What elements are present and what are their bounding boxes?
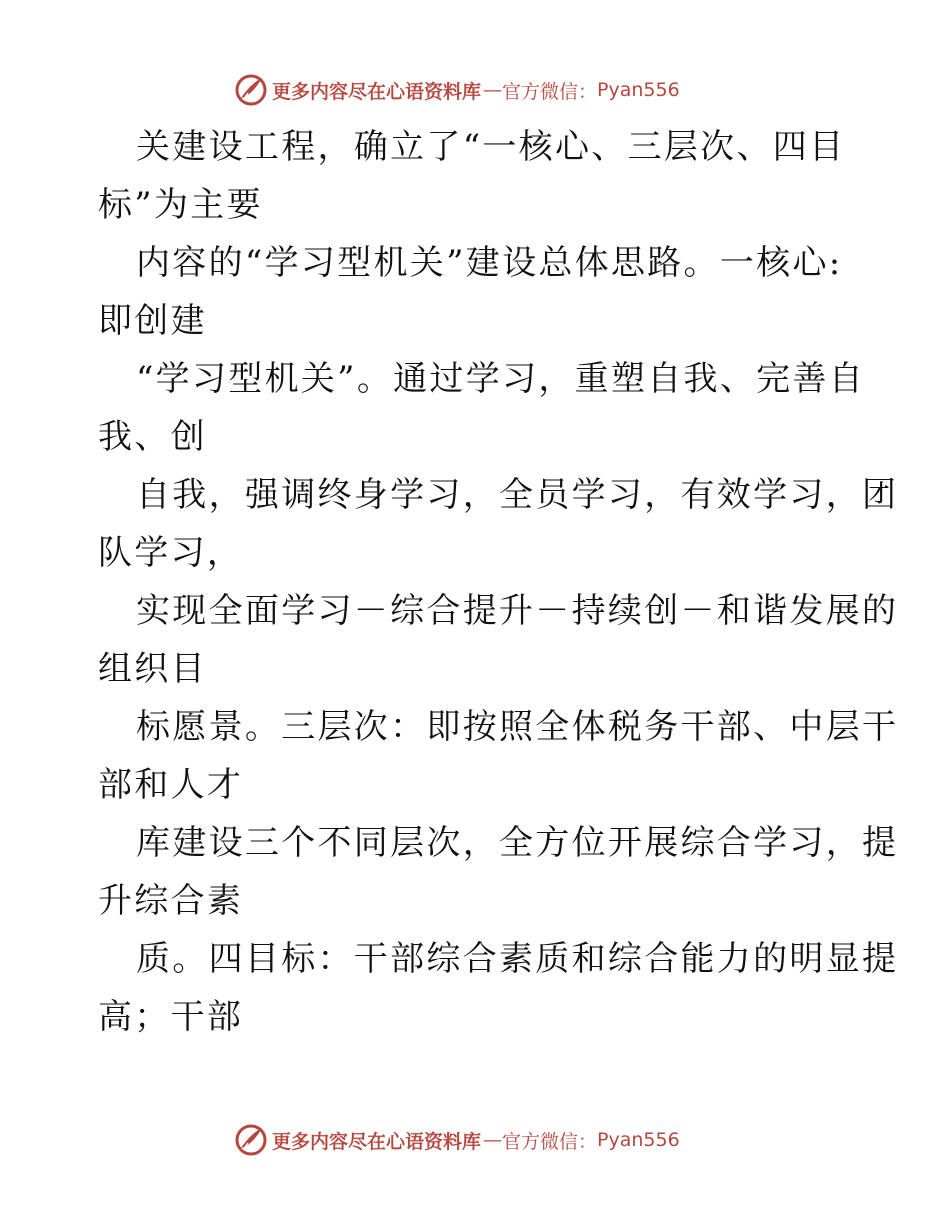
header-banner bbox=[234, 73, 680, 107]
quill-pen-logo-icon bbox=[234, 1123, 268, 1157]
footer-banner bbox=[234, 1123, 680, 1157]
body-line: “学习型机关”。通过学习，重塑自我、完善自 bbox=[136, 359, 866, 399]
body-line: 升综合素 bbox=[98, 881, 244, 921]
body-line: 关建设工程，确立了“一核心、三层次、四目 bbox=[136, 127, 846, 167]
banner-separator: — bbox=[483, 79, 503, 101]
banner-wechat-label: 官方微信： bbox=[502, 80, 598, 103]
banner-wechat-id: Pyan556 bbox=[597, 1129, 680, 1151]
body-line: 我、创 bbox=[98, 417, 207, 457]
body-line: 自我，强调终身学习，全员学习，有效学习，团 bbox=[136, 475, 899, 515]
body-line: 质。四目标：干部综合素质和综合能力的明显提 bbox=[136, 939, 899, 979]
body-line: 部和人才 bbox=[98, 765, 244, 805]
banner-separator: — bbox=[483, 1129, 503, 1151]
body-line: 内容的“学习型机关”建设总体思路。一核心: bbox=[136, 243, 843, 283]
body-line: 组织目 bbox=[98, 649, 207, 689]
body-text bbox=[98, 118, 899, 1046]
body-line: 实现全面学习－综合提升－持续创－和谐发展的 bbox=[136, 591, 899, 631]
banner-wechat-id: Pyan556 bbox=[597, 79, 680, 101]
banner-brand-text: 更多内容尽在心语资料库 bbox=[272, 1130, 482, 1153]
body-line: 库建设三个不同层次，全方位开展综合学习，提 bbox=[136, 823, 899, 863]
body-line: 即创建 bbox=[98, 301, 207, 341]
banner-brand-text: 更多内容尽在心语资料库 bbox=[272, 80, 482, 103]
quill-pen-logo-icon bbox=[234, 73, 268, 107]
banner-wechat-label: 官方微信： bbox=[502, 1130, 598, 1153]
body-line: 标愿景。三层次：即按照全体税务干部、中层干 bbox=[136, 707, 899, 747]
body-line: 队学习， bbox=[98, 533, 244, 573]
body-line: 高；干部 bbox=[98, 997, 244, 1037]
body-line: 标”为主要 bbox=[98, 185, 263, 225]
